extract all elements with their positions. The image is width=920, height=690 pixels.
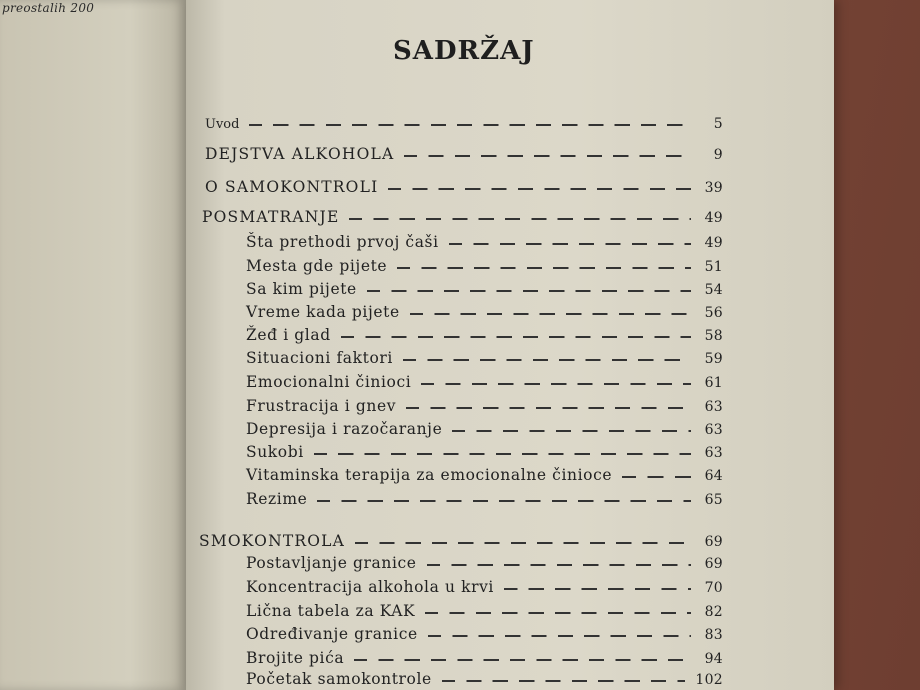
toc-label: Depresija i razočaranje: [246, 420, 443, 438]
toc-page-number: 82: [704, 604, 723, 620]
toc-page-number: 69: [704, 556, 723, 572]
left-page: [0, 0, 186, 690]
toc-leader: [367, 290, 691, 292]
toc-entry: [246, 367, 723, 391]
toc-leader: [410, 313, 691, 315]
toc-label: Sukobi: [246, 443, 304, 461]
toc-page-number: 49: [704, 235, 723, 251]
toc-page-number: 63: [704, 422, 723, 438]
toc-leader: [449, 243, 691, 245]
toc-leader: [428, 635, 691, 637]
toc-entry: [246, 619, 723, 643]
toc-page-number: 61: [704, 375, 723, 391]
toc-leader: [452, 430, 691, 432]
toc-label: Početak samokontrole: [246, 670, 432, 688]
toc-page-number: 39: [704, 180, 723, 196]
toc-leader: [427, 564, 691, 566]
toc-page-number: 56: [704, 305, 723, 321]
toc-label: Mesta gde pijete: [246, 257, 388, 275]
toc-entry: [246, 251, 723, 275]
toc-page-number: 5: [713, 116, 723, 132]
page-title: SADRŽAJ: [393, 36, 535, 66]
toc-page-number: 65: [704, 492, 723, 508]
toc-label: Žeđ i glad: [246, 326, 331, 344]
toc-leader: [622, 476, 691, 478]
toc-entry: [246, 596, 723, 620]
toc-label: Emocionalni činioci: [246, 373, 412, 391]
toc-entry: [246, 572, 723, 596]
toc-entry: [246, 227, 723, 251]
toc-leader: [354, 659, 691, 661]
toc-entry: [246, 484, 723, 508]
toc-leader: [403, 359, 691, 361]
toc-label: Koncentracija alkohola u krvi: [246, 578, 494, 596]
toc-page-number: 59: [704, 351, 723, 367]
toc-leader: [388, 188, 691, 190]
toc-label: Postavljanje granice: [246, 554, 417, 572]
toc-page-number: 9: [713, 147, 723, 163]
toc-entry: [246, 274, 723, 298]
toc-label: Frustracija i gnev: [246, 397, 397, 415]
toc-entry: [246, 343, 723, 367]
toc-page-number: 69: [704, 534, 723, 550]
toc-page-number: 58: [704, 328, 723, 344]
toc-page-number: 54: [704, 282, 723, 298]
toc-leader: [314, 453, 691, 455]
toc-page-number: 63: [704, 399, 723, 415]
toc-entry: [205, 139, 723, 163]
toc-leader: [249, 124, 691, 126]
running-head: preostalih 200: [2, 1, 95, 15]
toc-page-number: 49: [704, 210, 723, 226]
toc-leader: [349, 218, 691, 220]
toc-label: Rezime: [246, 490, 308, 508]
toc-label: Brojite pića: [246, 649, 345, 667]
toc-page-number: 70: [704, 580, 723, 596]
toc-label: Vreme kada pijete: [246, 303, 400, 321]
toc-entry: [246, 437, 723, 461]
toc-label: O SAMOKONTROLI: [205, 178, 379, 196]
toc-entry: [246, 664, 723, 688]
toc-entry: [246, 320, 723, 344]
toc-leader: [317, 500, 691, 502]
toc-label: Sa kim pijete: [246, 280, 357, 298]
toc-entry: [205, 172, 723, 196]
toc-entry: [246, 414, 723, 438]
toc-entry: [246, 548, 723, 572]
toc-page-number: 94: [704, 651, 723, 667]
toc-entry: [246, 460, 723, 484]
toc-label: POSMATRANJE: [202, 208, 340, 226]
toc-label: Šta prethodi prvoj čaši: [246, 233, 439, 251]
toc-label: Lična tabela za KAK: [246, 602, 416, 620]
toc-label: Vitaminska terapija za emocionalne činioce: [246, 466, 613, 484]
toc-leader: [421, 383, 691, 385]
toc-leader: [397, 267, 691, 269]
toc-leader: [406, 407, 691, 409]
toc-label: SMOKONTROLA: [199, 532, 346, 550]
toc-page-number: 102: [695, 672, 723, 688]
toc-entry: [246, 297, 723, 321]
toc-label: Situacioni faktori: [246, 349, 393, 367]
toc-page-number: 83: [704, 627, 723, 643]
toc-leader: [504, 588, 691, 590]
toc-page-number: 51: [704, 259, 723, 275]
toc-entry: [202, 202, 723, 226]
toc-entry: [199, 526, 723, 550]
toc-leader: [404, 155, 691, 157]
toc-entry: [205, 108, 723, 132]
toc-label: DEJSTVA ALKOHOLA: [205, 145, 395, 163]
toc-leader: [355, 542, 691, 544]
toc-label: Uvod: [205, 117, 240, 132]
toc-page-number: 63: [704, 445, 723, 461]
toc-leader: [425, 612, 691, 614]
toc-leader: [442, 680, 686, 682]
toc-label: Određivanje granice: [246, 625, 418, 643]
toc-page-number: 64: [704, 468, 723, 484]
toc-leader: [341, 336, 691, 338]
toc-entry: [246, 391, 723, 415]
